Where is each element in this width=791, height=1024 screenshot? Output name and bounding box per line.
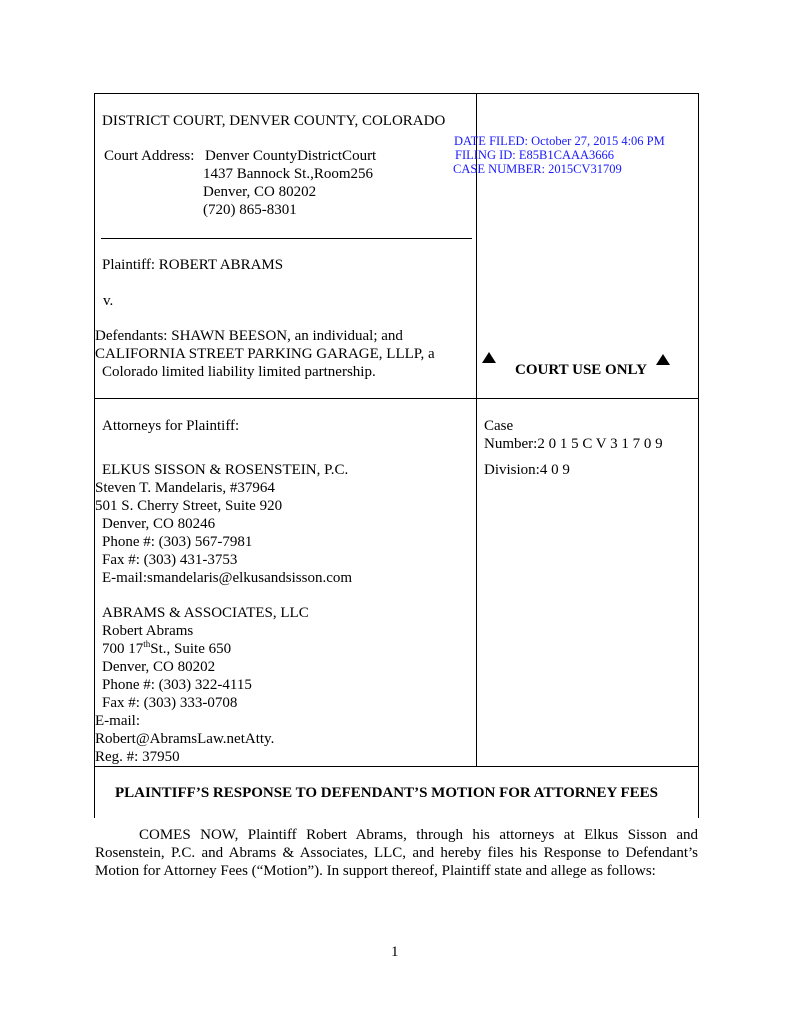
- page-number: 1: [391, 944, 399, 960]
- versus: v.: [103, 293, 114, 309]
- caption-top-border: [94, 93, 699, 94]
- court-address-underline: [101, 238, 472, 239]
- attorneys-heading: Attorneys for Plaintiff:: [102, 418, 240, 434]
- firm2-street-number: 700 17: [102, 641, 144, 657]
- court-address-line1: Denver CountyDistrictCourt: [205, 148, 377, 164]
- caption-left-border: [94, 93, 95, 767]
- firm1-phone: Phone #: (303) 567-7981: [102, 534, 253, 550]
- title-right-border: [698, 766, 699, 818]
- case-number: Number:2 0 1 5 C V 3 1 7 0 9: [484, 436, 663, 452]
- caption-center-divider: [476, 93, 477, 767]
- firm2-email: Robert@AbramsLaw.netAtty.: [95, 731, 275, 747]
- triangle-right-icon: [656, 354, 670, 365]
- firm1-name: ELKUS SISSON & ROSENSTEIN, P.C.: [102, 462, 349, 478]
- firm1-street: 501 S. Cherry Street, Suite 920: [95, 498, 283, 514]
- plaintiff-name: Plaintiff: ROBERT ABRAMS: [102, 257, 284, 273]
- defendants-line3: Colorado limited liability limited partnership.: [102, 364, 376, 380]
- firm2-attorney: Robert Abrams: [102, 623, 194, 639]
- body-paragraph: COMES NOW, Plaintiff Robert Abrams, through his attorneys at Elkus Sisson and Rosenstein, P.C. and Abrams & Associates, LLC, and hereby files his Response to Defendant’s Motion for Attorney Fees (“Motion”). In support thereof, Plaintiff state and allege as follows:: [95, 827, 698, 879]
- filing-case-number: CASE NUMBER: 2015CV31709: [453, 162, 622, 176]
- defendants-line2: CALIFORNIA STREET PARKING GARAGE, LLLP, a: [95, 346, 435, 362]
- firm1-city: Denver, CO 80246: [102, 516, 216, 532]
- caption-row-divider: [94, 398, 699, 399]
- firm1-attorney: Steven T. Mandelaris, #37964: [95, 480, 275, 496]
- court-name: DISTRICT COURT, DENVER COUNTY, COLORADO: [102, 113, 446, 129]
- firm2-city: Denver, CO 80202: [102, 659, 216, 675]
- firm2-fax: Fax #: (303) 333-0708: [102, 695, 238, 711]
- firm2-street: [102, 640, 231, 658]
- court-address-label: Court Address:: [104, 148, 195, 164]
- caption-right-border: [698, 93, 699, 767]
- court-phone: (720) 865-8301: [203, 202, 297, 218]
- firm1-email: E-mail:smandelaris@elkusandsisson.com: [102, 570, 353, 586]
- firm2-reg: Reg. #: 37950: [95, 749, 180, 765]
- title-left-border: [94, 766, 95, 818]
- triangle-left-icon: [482, 352, 496, 363]
- firm2-name: ABRAMS & ASSOCIATES, LLC: [102, 605, 309, 621]
- firm2-street-suffix: th: [143, 639, 151, 649]
- filing-id: FILING ID: E85B1CAAA3666: [455, 148, 615, 162]
- division: Division:4 0 9: [484, 462, 570, 478]
- firm2-street-rest: St., Suite 650: [150, 641, 232, 657]
- court-address-line3: Denver, CO 80202: [203, 184, 317, 200]
- document-title: PLAINTIFF’S RESPONSE TO DEFENDANT’S MOTION FOR ATTORNEY FEES: [115, 785, 659, 801]
- filing-date: DATE FILED: October 27, 2015 4:06 PM: [454, 134, 665, 148]
- firm2-phone: Phone #: (303) 322-4115: [102, 677, 252, 693]
- court-use-only: COURT USE ONLY: [515, 362, 648, 378]
- caption-bottom-border: [94, 766, 699, 767]
- firm1-fax: Fax #: (303) 431-3753: [102, 552, 238, 568]
- court-address-line2: 1437 Bannock St.,Room256: [203, 166, 374, 182]
- firm2-email-label: E-mail:: [95, 713, 140, 729]
- defendants-line1: Defendants: SHAWN BEESON, an individual; and: [95, 328, 403, 344]
- case-label: Case: [484, 418, 514, 434]
